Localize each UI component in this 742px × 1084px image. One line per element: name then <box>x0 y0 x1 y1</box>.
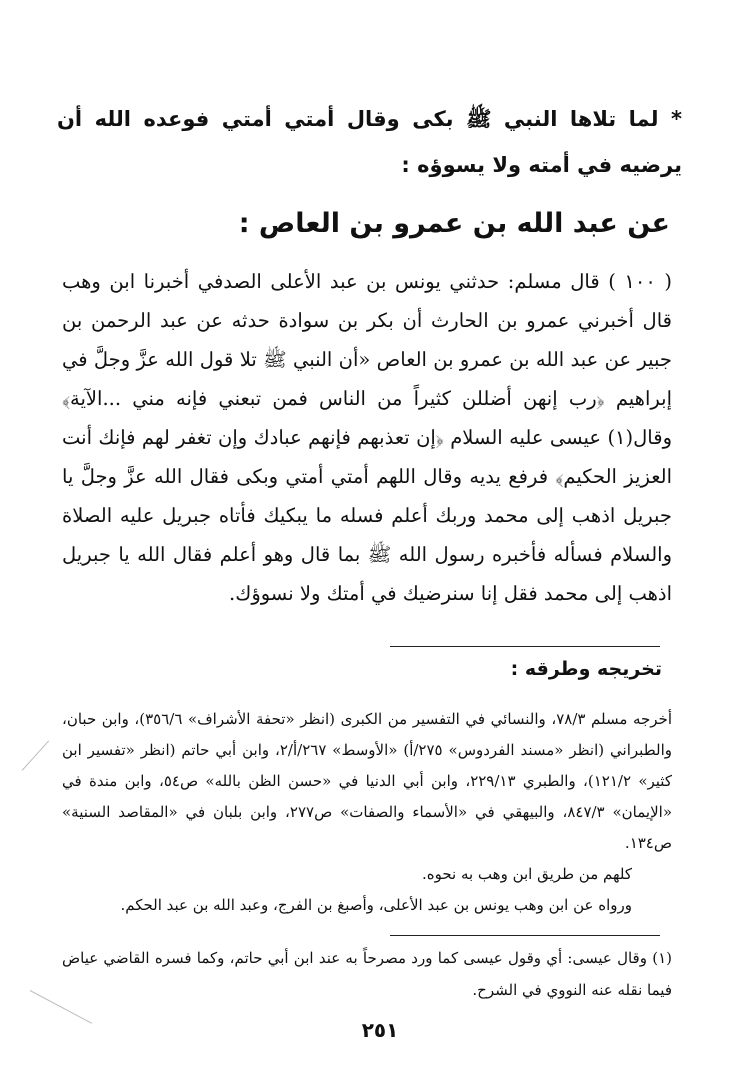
hadith-text: ( ١٠٠ ) قال مسلم: حدثني يونس بن عبد الأعلى الصدفي أخبرنا ابن وهب قال أخبرني عمرو بن الحارث أن بكر بن سوادة حدثه عن عبد الرحمن بن جبير عن عبد الله بن عمرو بن العاص «أن النبي ﷺ تلا قول الله عزَّ وجلَّ في إبراهيم ﴿رب إنهن أضللن كثيراً من الناس فمن تبعني فإنه مني ...الآية﴾ وقال(١) عيسى عليه السلام ﴿إن تعذبهم فإنهم عبادك وإن تغفر لهم فإنك أنت العزيز الحكيم﴾ فرفع يديه وقال اللهم أمتي أمتي وبكى فقال الله عزَّ وجلَّ يا جبريل اذهب إلى محمد وربك أعلم فسله ما يبكيك فأتاه جبريل عليه الصلاة والسلام فسأله فأخبره رسول الله ﷺ بما قال وهو أعلم فقال الله يا جبريل اذهب إلى محمد فقل إنا سنرضيك في أمتك ولا نسوؤك. <box>62 270 672 605</box>
takhrij-heading: تخريجه وطرقه : <box>510 658 662 680</box>
takhrij-paragraph: ورواه عن ابن وهب يونس بن عبد الأعلى، وأصبغ بن الفرج، وعبد الله بن عبد الحكم. <box>120 896 632 914</box>
footnote: (١) وقال عيسى: أي وقول عيسى كما ورد مصرحاً به عند ابن أبي حاتم، وكما فسره القاضي عياض فيما نقله عنه النووي في الشرح. <box>62 949 672 999</box>
takhrij-paragraph: أخرجه مسلم ٧٨/٣، والنسائي في التفسير من الكبرى (انظر «تحفة الأشراف» ٣٥٦/٦)، وابن حبان، والطبراني (انظر «مسند الفردوس» ٢٧٥/أ) «الأوسط» ٢٦٧/أ/٢، وابن أبي حاتم (انظر «تفسير ابن كثير» ١٢١/٢)، والطبري ٢٢٩/١٣، وابن أبي الدنيا في «حسن الظن بالله» ص٥٤، وابن مندة في «الإيمان» ٨٤٧/٣، والبيهقي في «الأسماء والصفات» ص٢٧٧، وابن بلبان في «المقاصد السنية» ص١٣٤. <box>62 710 672 852</box>
page-number: ٢٥١ <box>361 1018 399 1042</box>
intro-paragraph: * لما تلاها النبي ﷺ بكى وقال أمتي أمتي فوعده الله أن يرضيه في أمته ولا يسوؤه : <box>57 107 682 177</box>
separator-rule <box>390 646 660 647</box>
takhrij-text <box>62 704 672 921</box>
footnote-rule <box>390 935 660 936</box>
section-heading: عن عبد الله بن عمرو بن العاص : <box>238 208 670 239</box>
takhrij-paragraph: كلهم من طريق ابن وهب به نحوه. <box>421 865 632 883</box>
